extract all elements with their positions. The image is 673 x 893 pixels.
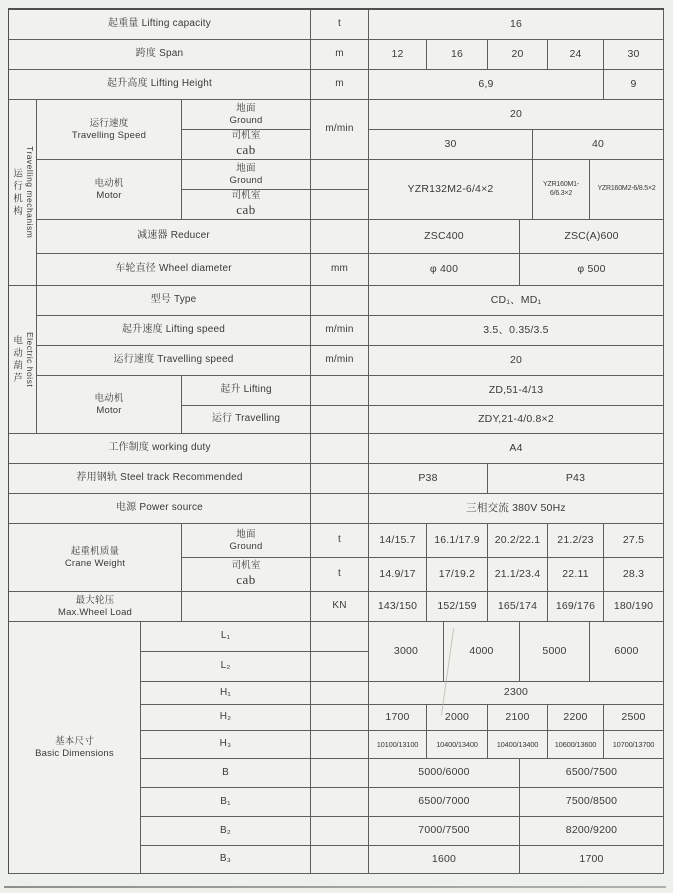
electric-hoist-section-label-cn: 电动葫芦 <box>11 334 23 385</box>
span-20: 20 <box>488 40 548 70</box>
hoist-lifting-speed-unit: m/min <box>311 316 369 346</box>
travel-motor-unit-empty-1 <box>311 160 369 190</box>
travel-motor-value-12-20: YZR132M2-6/4×2 <box>369 160 533 220</box>
hoist-motor-lifting-value: ZD,51-4/13 <box>369 376 664 406</box>
travelling-mechanism-section-label-en: Travelling mechanism <box>24 146 35 239</box>
travel-motor-value-30: YZR160M2-6/8.5×2 <box>590 160 664 220</box>
dim-h1-value: 2300 <box>369 682 664 705</box>
lifting-height-unit: m <box>311 70 369 100</box>
span-30: 30 <box>604 40 664 70</box>
dim-b1-value-2: 7500/8500 <box>520 788 664 817</box>
dim-b2-unit-empty <box>311 817 369 846</box>
lifting-capacity-value: 16 <box>369 10 664 40</box>
dim-h1-label: H₁ <box>141 682 311 705</box>
dim-l2-label: L₂ <box>141 652 311 682</box>
travelling-speed-ground-value: 20 <box>369 100 664 130</box>
dim-h3-24: 10600/13600 <box>548 731 604 759</box>
dim-b3-label: B₃ <box>141 846 311 874</box>
travel-motor-unit-empty-2 <box>311 190 369 220</box>
hoist-motor-travelling-value: ZDY,21-4/0.8×2 <box>369 406 664 434</box>
dim-l-value-5000: 5000 <box>520 622 590 682</box>
crane-weight-ground-unit: t <box>311 524 369 558</box>
wheel-diameter-value-2: φ 500 <box>520 254 664 286</box>
dim-h1-unit-empty <box>311 682 369 705</box>
power-source-value: 三相交流 380V 50Hz <box>369 494 664 524</box>
travelling-speed-ground-label: 地面 Ground <box>182 100 311 130</box>
hoist-motor-label: 电动机 Motor <box>37 376 182 434</box>
scan-edge-line <box>4 886 666 888</box>
reducer-value-2: ZSC(A)600 <box>520 220 664 254</box>
dim-b3-value-1: 1600 <box>369 846 520 874</box>
hoist-travelling-speed-unit: m/min <box>311 346 369 376</box>
crane-weight-cab-30: 28.3 <box>604 558 664 592</box>
dim-b1-unit-empty <box>311 788 369 817</box>
lifting-height-value-main: 6,9 <box>369 70 604 100</box>
hoist-type-label: 型号 Type <box>37 286 311 316</box>
dim-l-value-4000: 4000 <box>444 622 520 682</box>
power-source-label: 电源 Power source <box>9 494 311 524</box>
hoist-motor-travelling-label: 运行 Travelling <box>182 406 311 434</box>
dim-h3-label: H₃ <box>141 731 311 759</box>
dim-l-value-3000: 3000 <box>369 622 444 682</box>
crane-weight-cab-label: 司机室 cab <box>182 558 311 592</box>
crane-weight-ground-16: 16.1/17.9 <box>427 524 488 558</box>
max-wheel-load-16: 152/159 <box>427 592 488 622</box>
dim-l1-unit-empty <box>311 622 369 652</box>
lifting-capacity-unit: t <box>311 10 369 40</box>
dim-b3-unit-empty <box>311 846 369 874</box>
wheel-diameter-unit: mm <box>311 254 369 286</box>
span-24: 24 <box>548 40 604 70</box>
travelling-speed-label: 运行速度 Travelling Speed <box>37 100 182 160</box>
steel-track-label: 荐用钢轨 Steel track Recommended <box>9 464 311 494</box>
hoist-lifting-speed-value: 3.5、0.35/3.5 <box>369 316 664 346</box>
hoist-type-unit-empty <box>311 286 369 316</box>
working-duty-value: A4 <box>369 434 664 464</box>
dim-h2-16: 2000 <box>427 705 488 731</box>
dim-b-label: B <box>141 759 311 788</box>
crane-weight-cab-unit: t <box>311 558 369 592</box>
crane-weight-cab-12: 14.9/17 <box>369 558 427 592</box>
electric-hoist-section-label <box>9 286 37 434</box>
basic-dimensions-section-label: 基本尺寸 Basic Dimensions <box>9 622 141 874</box>
travelling-speed-unit: m/min <box>311 100 369 160</box>
hoist-type-value: CD₁、MD₁ <box>369 286 664 316</box>
dim-h3-20: 10400/13400 <box>488 731 548 759</box>
dim-b-value-2: 6500/7500 <box>520 759 664 788</box>
crane-weight-label: 起重机质量 Crane Weight <box>9 524 182 592</box>
max-wheel-load-30: 180/190 <box>604 592 664 622</box>
hoist-motor-lifting-label: 起升 Lifting <box>182 376 311 406</box>
dim-b2-label: B₂ <box>141 817 311 846</box>
dim-l-value-6000: 6000 <box>590 622 664 682</box>
max-wheel-load-label: 最大轮压 Max.Wheel Load <box>9 592 182 622</box>
working-duty-unit-empty <box>311 434 369 464</box>
crane-weight-ground-20: 20.2/22.1 <box>488 524 548 558</box>
hoist-motor-lifting-unit-empty <box>311 376 369 406</box>
travel-motor-cab-label: 司机室 cab <box>182 190 311 220</box>
dim-h2-30: 2500 <box>604 705 664 731</box>
max-wheel-load-12: 143/150 <box>369 592 427 622</box>
crane-weight-cab-16: 17/19.2 <box>427 558 488 592</box>
steel-track-value-p43: P43 <box>488 464 664 494</box>
travelling-speed-cab-value-30: 30 <box>369 130 533 160</box>
dim-l2-unit-empty <box>311 652 369 682</box>
hoist-travelling-speed-label: 运行速度 Travelling speed <box>37 346 311 376</box>
dim-b-value-1: 5000/6000 <box>369 759 520 788</box>
lifting-height-label: 起升高度 Lifting Height <box>9 70 311 100</box>
dim-b3-value-2: 1700 <box>520 846 664 874</box>
crane-weight-ground-30: 27.5 <box>604 524 664 558</box>
power-source-unit-empty <box>311 494 369 524</box>
span-12: 12 <box>369 40 427 70</box>
electric-hoist-section-label-en: Electric hoist <box>24 331 35 388</box>
crane-weight-ground-label: 地面 Ground <box>182 524 311 558</box>
dim-h3-12: 10100/13100 <box>369 731 427 759</box>
dim-b1-label: B₁ <box>141 788 311 817</box>
span-label: 跨度 Span <box>9 40 311 70</box>
reducer-value-1: ZSC400 <box>369 220 520 254</box>
span-16: 16 <box>427 40 488 70</box>
max-wheel-load-24: 169/176 <box>548 592 604 622</box>
dim-h2-20: 2100 <box>488 705 548 731</box>
max-wheel-load-20: 165/174 <box>488 592 548 622</box>
travelling-mechanism-section-label <box>9 100 37 286</box>
travel-motor-value-24: YZR160M1-6/6.3×2 <box>533 160 590 220</box>
dim-b2-value-2: 8200/9200 <box>520 817 664 846</box>
crane-weight-ground-24: 21.2/23 <box>548 524 604 558</box>
travelling-speed-cab-value-40: 40 <box>533 130 664 160</box>
max-wheel-load-empty <box>182 592 311 622</box>
reducer-label: 减速器 Reducer <box>37 220 311 254</box>
wheel-diameter-value-1: φ 400 <box>369 254 520 286</box>
hoist-travelling-speed-value: 20 <box>369 346 664 376</box>
dim-h2-label: H₂ <box>141 705 311 731</box>
reducer-unit-empty <box>311 220 369 254</box>
crane-weight-cab-20: 21.1/23.4 <box>488 558 548 592</box>
travelling-mechanism-section-label-cn: 运行机构 <box>11 167 23 218</box>
crane-spec-table <box>8 8 664 874</box>
dim-l1-label: L₁ <box>141 622 311 652</box>
dim-h3-16: 10400/13400 <box>427 731 488 759</box>
hoist-lifting-speed-label: 起升速度 Lifting speed <box>37 316 311 346</box>
dim-h2-12: 1700 <box>369 705 427 731</box>
crane-weight-ground-12: 14/15.7 <box>369 524 427 558</box>
dim-h2-unit-empty <box>311 705 369 731</box>
wheel-diameter-label: 车轮直径 Wheel diameter <box>37 254 311 286</box>
travel-motor-ground-label: 地面 Ground <box>182 160 311 190</box>
dim-h3-30: 10700/13700 <box>604 731 664 759</box>
max-wheel-load-unit: KN <box>311 592 369 622</box>
steel-track-value-p38: P38 <box>369 464 488 494</box>
dim-b-unit-empty <box>311 759 369 788</box>
steel-track-unit-empty <box>311 464 369 494</box>
crane-weight-cab-24: 22.11 <box>548 558 604 592</box>
working-duty-label: 工作制度 working duty <box>9 434 311 464</box>
lifting-capacity-label: 起重量 Lifting capacity <box>9 10 311 40</box>
span-unit: m <box>311 40 369 70</box>
hoist-motor-travelling-unit-empty <box>311 406 369 434</box>
lifting-height-value-30span: 9 <box>604 70 664 100</box>
travel-motor-label: 电动机 Motor <box>37 160 182 220</box>
travelling-speed-cab-label: 司机室 cab <box>182 130 311 160</box>
dim-h2-24: 2200 <box>548 705 604 731</box>
dim-h3-unit-empty <box>311 731 369 759</box>
dim-b2-value-1: 7000/7500 <box>369 817 520 846</box>
dim-b1-value-1: 6500/7000 <box>369 788 520 817</box>
